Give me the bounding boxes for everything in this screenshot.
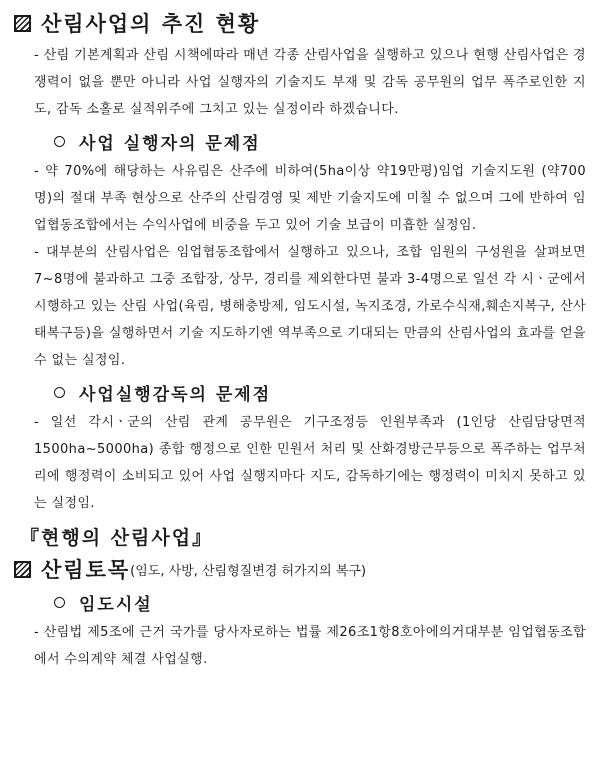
circle-bullet-icon — [54, 136, 65, 147]
intro-paragraph: - 산림 기본계획과 산림 시책에따라 매년 각종 산림사업을 실행하고 있으나 현행 산림사업은 경쟁력이 없을 뿐만 아니라 사업 실행자의 기술지도 부재 및 감독 공무원의 업무 폭주로인한 지도, 감독 소홀로 실적위주에 그치고 있는 실정이라 하겠습니다. — [34, 48, 586, 117]
bracket-title: 『현행의 산림사업』 — [20, 527, 214, 549]
section-heading — [14, 554, 586, 584]
subsection-heading — [54, 380, 586, 405]
subsection-title: 사업실행감독의 문제점 — [79, 385, 272, 405]
subsection-title: 사업 실행자의 문제점 — [79, 134, 261, 154]
hatched-square-icon — [14, 15, 31, 32]
subsection-heading — [54, 590, 586, 615]
paragraph: - 일선 각시ㆍ군의 산림 관계 공무원은 기구조정등 인원부족과 (1인당 산림담당면적 1500ha~5000ha) 종합 행정으로 인한 민원서 처리 및 산화경방근무등으로 폭주하는 업무처리에 행정력이 소비되고 있어 사업 실행지마다 지도, 감독하기에는 행정력이 미치지 못하고 있는 실정임. — [34, 415, 586, 511]
paragraph: - 대부분의 산림사업은 임업협동조합에서 실행하고 있으나, 조합 임원의 구성원을 살펴보면 7~8명에 불과하고 그중 조합장, 상무, 경리를 제외한다면 불과 3-4명으로 일선 각 시ㆍ군에서 시행하고 있는 산림 사업(육림, 병해충방제, 임도시설, 녹지조경, 가로수식재,훼손지복구, 산사태복구등)을 실행하면서 기술 지도하기엔 역부족으로 기대되는 만큼의 산림사업의 효과를 얻을 수 없는 실정임. — [34, 245, 586, 368]
paragraph: - 산림법 제5조에 근거 국가를 당사자로하는 법률 제26조1항8호아에의거대부분 임업협동조합에서 수의계약 체결 사업실행. — [34, 625, 586, 667]
circle-bullet-icon — [54, 597, 65, 608]
circle-bullet-icon — [54, 387, 65, 398]
paragraph: - 약 70%에 해당하는 사유림은 산주에 비하여(5ha이상 약19만평)임업 기술지도원 (약700명)의 절대 부족 현상으로 산주의 산림경영 및 제반 기술지도에 미칠 수 없으며 그에 반하여 임업협동조합에서는 수익사업에 비중을 두고 있어 기술 보급이 미흡한 실정임. — [34, 164, 586, 233]
section-heading — [14, 8, 586, 38]
subsection-heading — [54, 129, 586, 154]
section-heading-note: (임도, 사방, 산림형질변경 허가지의 복구) — [130, 563, 367, 579]
subsection-title: 임도시설 — [79, 595, 153, 615]
hatched-square-icon — [14, 561, 31, 578]
section-title: 산림토목 — [41, 558, 131, 582]
section-title: 산림사업의 추진 현황 — [41, 12, 261, 36]
